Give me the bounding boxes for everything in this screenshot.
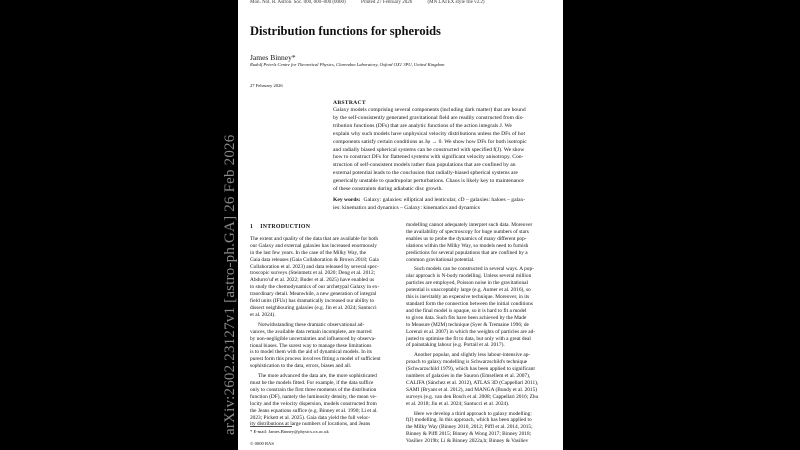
text-line: to Measure (M2M) technique (Syer & Tremaine 1996; de (406, 321, 529, 328)
paragraph (250, 373, 398, 428)
text-line: standard form the connection between the initial conditions (406, 300, 533, 307)
paragraph (406, 411, 563, 446)
text-line: Here we develop a third approach to galaxy modelling: (414, 410, 532, 417)
printed-date: Printed 27 February 2026 (360, 0, 413, 5)
paper-date: 27 February 2026 (250, 83, 283, 88)
copyright-notice: © 0000 RAS (250, 441, 274, 446)
paragraph (406, 266, 563, 349)
text-line: Another popular, and slightly less labour-intensive ap- (414, 352, 531, 359)
text-line: CALIFA (Sánchez et al. 2012), ATLAS 3D (Cappellari 2011), (406, 379, 539, 386)
text-line: to study the chemodynamics of our archetypal Galaxy in ex- (250, 284, 380, 291)
footnote-email: * E-mail: James.Binney@physics.ox.ac.uk (250, 429, 329, 434)
keywords-label: Key words: (333, 196, 361, 203)
paragraph (250, 236, 398, 319)
text-line: function (DF), namely the luminosity density, the mean ve- (250, 393, 377, 400)
text-line: sophistication to the data, errors, biases and all. (250, 363, 352, 370)
paragraph (406, 222, 563, 263)
text-line: Binney & Piffl 2015; Binney & Wong 2017; Binney 2018; (406, 431, 532, 438)
text-line: field units (IFUs) has dramatically increased our ability to (250, 298, 375, 305)
text-line: dissect neighbouring galaxies (e.g. Jin et al. 2024; Santucci (250, 304, 377, 311)
text-line: by non-negligible uncertainties and influenced by observa- (250, 335, 376, 342)
text-line: purest form this process involves fitting a model of sufficient (250, 356, 381, 363)
abstract-line: external potential leads to the conclusion that radially-biased spherical systems are (333, 170, 518, 177)
author-affiliation: Rudolf Peierls Centre for Theoretical Physics, Clarendon Laboratory, Oxford OX1 3PU, United Kingdom (250, 62, 445, 67)
text-line: of painstaking labour (e.g. Portail et al. 2017). (406, 342, 505, 349)
text-line: our Galaxy and external galaxies has increased enormously (250, 242, 377, 249)
text-line: is to model them with the aid of dynamical models. In its (250, 349, 372, 356)
paragraph (250, 322, 398, 370)
abstract-line: tribution functions (DFs) that are analytic functions of the action integrals J. We (333, 122, 512, 129)
text-line: Vasiliev 2019b; Li & Binney 2022a,b; Binney & Vasiliev (406, 438, 529, 445)
text-line: Notwithstanding these dramatic observational ad- (258, 321, 365, 328)
paper-title: Distribution functions for spheroids (250, 24, 441, 38)
abstract-block (333, 100, 563, 213)
text-line: and the final model is opaque, so it is hard to fit a model (406, 307, 527, 314)
arxiv-identifier-stamp: arXiv:2602.23127v1 [astro-ph.GA] 26 Feb 2026 (222, 134, 238, 435)
keywords (333, 197, 563, 213)
keywords-line: ies: kinematics and dynamics – Galaxy: kinematics and dynamics (333, 204, 480, 211)
style-note: (MN LATEX style file v2.2) (427, 0, 485, 5)
paper-page (238, 0, 563, 450)
text-line: modelling cannot adequately interpret such data. Moreover (406, 222, 533, 228)
text-line: (Schwarzschild 1979), which has been applied to significant (406, 366, 535, 373)
paragraph (406, 352, 563, 407)
text-line: the Milky Way (Binney 2010, 2012; Piffl et al. 2014, 2015; (406, 424, 533, 431)
text-line: the Jeans equations suffice (e.g. Binney et al. 1990; Li et al. (250, 407, 378, 414)
abstract-line: and radially biased spherical systems can be constructed with specified f(J). We show (333, 146, 525, 153)
abstract-text (333, 107, 563, 194)
keywords-line (333, 197, 563, 205)
keywords-text: Galaxy: galaxies: elliptical and lenticular, cD – galaxies: haloes – galax- (363, 196, 526, 203)
text-line: Gaia data releases (Gaia Collaboration & Brown 2018; Gaia (250, 256, 379, 263)
abstract-line: Galaxy models comprising several components (including dark matter) that are bound (333, 107, 526, 113)
abstract-line: of these constraints during adiabatic disc growth. (333, 186, 443, 193)
abstract-line: generically unstable to quadrupolar perturbations. Chaos is likely key to maintenance (333, 178, 524, 185)
text-line: traordinary detail. Meanwhile, a new generation of integral (250, 291, 377, 298)
abstract-line: components satisfy certain conditions as Jφ → 0. We show how DFs for both isotropic (333, 138, 527, 145)
section-heading (250, 224, 398, 231)
text-line: et al. 2024). (250, 311, 276, 318)
text-line: 2023; Pickett et al. 2025). Gaia data yield the full veloc- (250, 414, 371, 421)
text-line: predictions for several populations that are confined by a (406, 249, 528, 256)
running-header (250, 0, 499, 5)
section-title: INTRODUCTION (260, 224, 311, 230)
text-line: vances, the available data remain incomplete, are marred (250, 328, 372, 335)
text-line: must be the models fitted. For example, if the data suffice (250, 380, 374, 387)
text-line: The more advanced the data are, the more sophisticated (258, 373, 377, 380)
text-line: numbers of galaxies in the Sauron (Emsellem et al. 2007), (406, 373, 531, 380)
text-line: potential is unacceptably large (e.g. Aumer et al. 2016), so (406, 287, 531, 294)
abstract-line: explain why such models have unphysical velocity distributions unless the DFs of hot (333, 130, 526, 137)
text-line: the availability of spectroscopy for huge numbers of stars (406, 228, 529, 235)
text-line: locity and the velocity dispersion, models constructed from (250, 400, 377, 407)
text-line: ular approach is N-body modelling. Unless several million (406, 273, 532, 280)
text-line: Lorenzi et al. 2007) in which the weights of particles are ad- (406, 328, 536, 335)
right-text-column (406, 222, 563, 445)
left-text-column (250, 224, 398, 428)
text-line: troscopic surveys (Steinmetz et al. 2020; Deng et al. 2012; (250, 270, 376, 277)
abstract-line: struction of self-consistent models rather than populations that are confined by an (333, 162, 516, 169)
text-line: SAMI (Bryant et al. 2012), and MANGA (Bundy et al. 2015) (406, 386, 538, 393)
text-line: ulations within the Milky Way, so models need to furnish (406, 242, 529, 249)
text-line: particles are employed, Poisson noise in the gravitational (406, 280, 528, 287)
text-line: proach to galaxy modelling is Schwarzschild's technique (406, 359, 528, 366)
abstract-heading: ABSTRACT (333, 100, 366, 106)
text-line: Such models can be constructed in several ways. A pop- (414, 266, 534, 273)
section-number: 1 (250, 224, 254, 230)
abstract-line: how to construct DFs for flattened systems with significant velocity anisotropy. Con- (333, 154, 524, 161)
text-line: Collaboration et al. 2023) and data released by several spec- (250, 263, 379, 270)
text-line: in the last few years. In the case of the Milky Way, the (250, 249, 367, 256)
author-name: James Binney* (250, 53, 296, 62)
text-line: only to constrain the first three moments of the distribution (250, 386, 377, 393)
text-line: to given data. Such fits have been achieved by the Made (406, 314, 527, 321)
journal-reference: Mon. Not. R. Astron. Soc. 000, 000–000 (0000) (250, 0, 346, 5)
text-line: enables us to probe the dynamics of many different pop- (406, 235, 527, 242)
text-line: The extent and quality of the data that are available for both (250, 235, 379, 242)
abstract-line: by the self-consistently generated gravitational field are readily constructed from dis- (333, 114, 524, 121)
text-line: surveys (e.g. van den Bosch et al. 2008; Cappellari 2016; Zhu (406, 393, 539, 400)
text-line: f(J) modelling. In this approach, which has been applied to (406, 417, 532, 424)
text-line: justed to optimise the fit to data, but only with a great deal (406, 335, 531, 342)
text-line: et al. 2018; Jin et al. 2024; Santucci et al. 2024). (406, 400, 510, 407)
text-line: ity distributions at large numbers of locations, and Jeans (250, 421, 371, 428)
text-line: common gravitational potential. (406, 256, 475, 263)
text-line: tional biases. The surest way to manage these limitations (250, 342, 372, 349)
footnote-rule (250, 426, 292, 427)
text-line: this is inevitably an expensive technique. Moreover, in its (406, 294, 530, 301)
text-line: Abdurro'uf et al. 2022; Buder et al. 2025) have enabled us (250, 277, 375, 284)
